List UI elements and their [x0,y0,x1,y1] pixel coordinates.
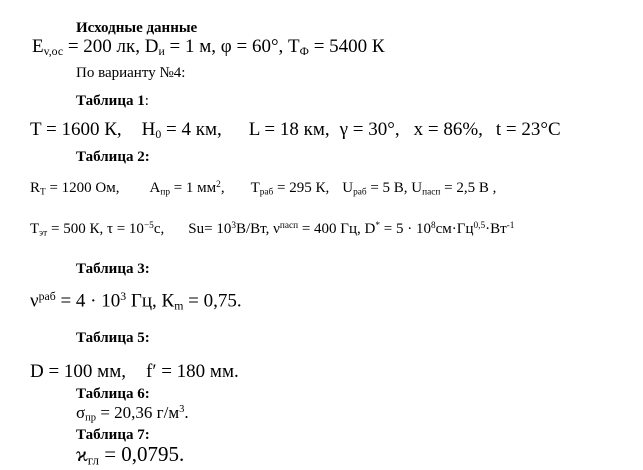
heading-table-7: Таблица 7: [76,427,150,443]
t3-exponent: 3 [120,290,127,303]
variant-label: По варианту №4: [76,65,186,81]
t3-nu-superscript: раб [38,290,56,303]
heading-initial-data: Исходные данные [76,20,198,36]
t3-rest: Гц, К [126,290,175,312]
t-subscript: Ф [299,44,309,58]
t2-tet-subscript: эт [39,228,48,239]
t2-nu-superscript: пасп [279,221,299,231]
t2-a-symbol: A [149,180,161,197]
t1-x: x = 86%, [413,119,483,140]
t2-tet-value: = 500 К, τ = 10 [47,221,144,238]
table-2-line-2 [30,222,514,239]
t5-focal-value: = 180 мм. [156,361,239,382]
t2-t-value: = 295 К, [273,180,330,197]
t2-d-value: = 5 · 10 [380,221,431,238]
t2-u2-subscript: пасп [422,187,441,198]
t2-su-value: = 10 [204,221,232,238]
table-5-line [30,362,239,381]
table-1-title: Таблица 1 [76,93,145,109]
t2-su-units: В/Вт, ν [235,221,280,238]
table-3-line [30,291,242,312]
table-2-line-1 [30,181,496,198]
t2-tau-end: с, [153,221,165,238]
t7-kappa-subscript: гл [87,452,99,468]
t3-nu-symbol: ν [30,290,39,312]
t2-su-symbol: Su [188,221,205,238]
t6-sigma-subscript: пр [85,412,97,424]
t1-temperature: T = 1600 К, [30,119,122,140]
t2-r-symbol: R [30,180,41,197]
e-value: = 200 лк, D [63,36,159,57]
t2-u2-value: = 2,5 В , [440,180,497,197]
table-1-colon: : [144,93,149,109]
t5-focal-prime: ′ [152,361,157,382]
table-7-line [76,444,184,466]
t2-u-subscript: раб [353,187,367,198]
t6-end: . [184,403,189,422]
d-value: = 1 м, φ = 60°, T [164,36,300,57]
t2-r-subscript: T [40,187,46,198]
t-value: = 5400 К [308,36,385,57]
e-symbol: E [32,36,44,57]
t2-d-exponent: 8 [430,221,436,231]
t1-gamma: γ = 30°, [339,119,400,140]
t2-nu-value: = 400 Гц, D [298,221,376,238]
t3-k-subscript: m [174,299,184,313]
t1-height-symbol: H [141,119,156,140]
t2-t-symbol: T [250,180,260,197]
table-1-line [30,120,561,141]
t3-k-value: = 0,75. [183,290,242,312]
t3-nu-value: = 4 · 10 [55,290,121,312]
t7-kappa-value: = 0,0795. [98,442,185,466]
heading-table-2: Таблица 2: [76,149,150,165]
t2-a-end: , [220,180,225,197]
t5-focal-symbol: f [145,361,153,382]
t2-w-exponent: -1 [506,221,515,231]
t2-d-star: * [375,221,380,231]
t2-a-value: = 1 мм [169,180,217,197]
t1-length: L = 18 км, [248,119,330,140]
heading-table-1 [76,94,149,109]
t2-t-subscript: раб [259,187,274,198]
t2-w-units: ·Вт [485,221,507,238]
t2-tau-exponent: −5 [143,221,154,231]
heading-table-3: Таблица 3: [76,261,150,277]
t1-height-subscript: 0 [155,127,162,141]
t6-exponent: 3 [179,404,185,416]
heading-table-6: Таблица 6: [76,386,150,402]
t2-u-value: = 5 В, U [366,180,423,197]
t2-tet-symbol: T [30,221,40,238]
t2-d-units: см·Гц [435,221,474,238]
t5-diameter: D = 100 мм, [30,361,126,382]
t2-r-value: = 1200 Ом, [45,180,120,197]
t6-sigma-value: = 20,36 г/м [96,403,180,422]
t6-sigma-symbol: σ [76,403,86,422]
t2-hz-exponent: 0,5 [473,221,486,231]
t2-a-superscript: 2 [216,180,221,190]
t2-su-exponent: 3 [231,221,236,231]
table-6-line [76,404,189,424]
d-subscript: и [158,44,165,58]
t2-a-subscript: пр [160,187,170,198]
t2-u-symbol: U [342,180,354,197]
initial-data-line [32,37,385,58]
e-subscript: v,ос [43,44,64,58]
t1-height-value: = 4 км, [161,119,222,140]
t7-kappa-symbol: ϰ [76,442,88,466]
heading-table-5: Таблица 5: [76,330,150,346]
t1-t: t = 23°С [495,119,561,140]
